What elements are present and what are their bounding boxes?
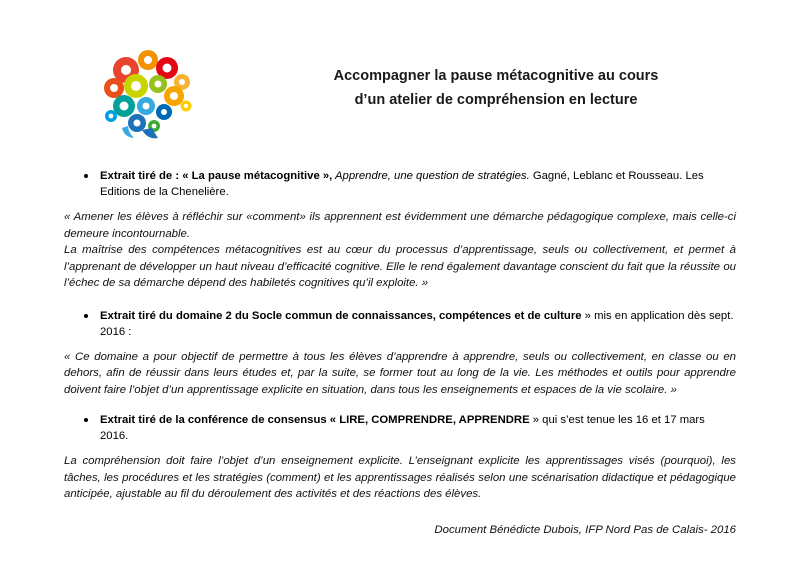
bullet-3-plain: » qui s’est tenue les 16 et 17 mars 2016. bbox=[100, 414, 705, 442]
bullet-1-italic: Apprendre, une question de stratégies. bbox=[332, 170, 530, 182]
bullet-list-1 bbox=[64, 168, 736, 200]
paragraph-3-1: La compréhension doit faire l’objet d’un enseignement explicite. L’enseignant explicite les apprentissages visés (pourquoi), les tâches, les procédures et les stratégies (comment) et les apprentissages réalisés selon une scénarisation didactique et pédagogique anticipée, ajustable au fil du déroulement des activités et des réactions des élèves. bbox=[64, 455, 736, 500]
document-footer: Document Bénédicte Dubois, IFP Nord Pas de Calais- 2016 bbox=[434, 524, 736, 536]
page-title bbox=[236, 64, 756, 112]
paragraph-2-1: « Ce domaine a pour objectif de permettre à tous les élèves d’apprendre à apprendre, seuls ou collectivement, en classe ou en dehors, afin de réussir dans leurs études et, par la suite, se former tout au long de la vie. Les méthodes et outils pour apprendre doivent faire l’objet d’un apprentissage explicite en situation, dans tous les enseignements et espaces de la vie scolaire. » bbox=[64, 350, 736, 396]
list-item bbox=[64, 308, 736, 340]
paragraph-1-1: « Amener les élèves à réfléchir sur «comment» ils apprennent est évidemment une démarche pédagogique complexe, mais celle-ci demeure incontournable. bbox=[64, 211, 736, 240]
brain-gears-logo bbox=[96, 44, 206, 144]
bullet-list-2 bbox=[64, 308, 736, 340]
bullet-3-bold: Extrait tiré de la conférence de consensus « LIRE, COMPRENDRE, APPRENDRE bbox=[100, 414, 530, 426]
bullet-list-3 bbox=[64, 412, 736, 444]
bullet-2-bold: Extrait tiré du domaine 2 du Socle commun de connaissances, compétences et de culture bbox=[100, 309, 582, 322]
title-line-1: Accompagner la pause métacognitive au cours bbox=[333, 68, 659, 84]
bullet-1-bold: Extrait tiré de : « La pause métacognitive », bbox=[100, 170, 333, 182]
bullet-2-plain: » mis en application dès sept. 2016 : bbox=[100, 309, 734, 338]
document-header bbox=[0, 44, 800, 144]
title-line-2: d’un atelier de compréhension en lecture bbox=[354, 92, 638, 108]
list-item bbox=[64, 412, 736, 444]
paragraph-1-2: La maîtrise des compétences métacognitives est au cœur du processus d’apprentissage, seuls ou collectivement, et permet à l’apprenant de développer un haut niveau d’efficacité cognitive. Elle le rend également davantage conscient du fait que la réussite ou l’échec de sa démarche dépend des habiletés cognitives qu’il exploite. » bbox=[64, 244, 736, 289]
document-body bbox=[64, 168, 736, 503]
list-item bbox=[64, 168, 736, 200]
bullet-1-plain: Gagné, Leblanc et Rousseau. Les Editions de la Chenelière. bbox=[100, 170, 704, 198]
spacer bbox=[64, 398, 736, 412]
spacer bbox=[64, 292, 736, 308]
